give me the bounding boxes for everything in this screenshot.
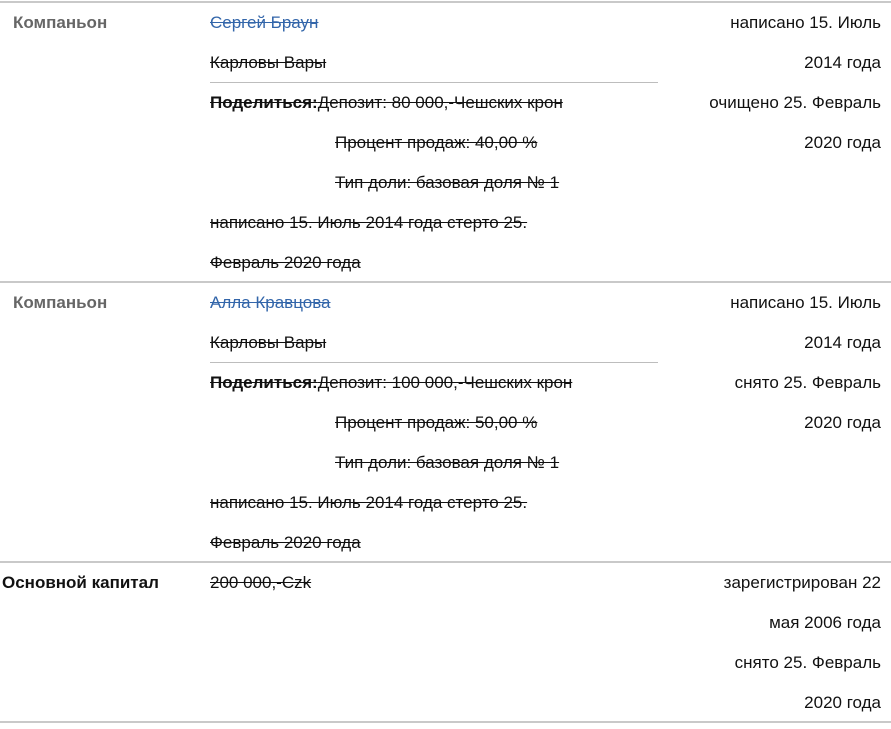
date-line: 2020 года [804, 693, 881, 712]
history-line-1: написано 15. Июль 2014 года стерто 25. [210, 213, 528, 232]
capital-record [0, 563, 891, 721]
partner-name-link[interactable]: Алла Кравцова [210, 293, 331, 312]
sale-percent: Процент продаж: 50,00 % [335, 413, 538, 432]
date-line: 2020 года [804, 413, 881, 432]
share-label: Поделиться: [210, 373, 318, 392]
date-line: мая 2006 года [769, 613, 881, 632]
share-type: Тип доли: базовая доля № 1 [335, 173, 560, 192]
partner-place: Карловы Вары [210, 43, 658, 83]
history-line-2: Февраль 2020 года [210, 253, 361, 272]
share-deposit-row [210, 363, 658, 403]
deposit-value: Депозит: 80 000,-Чешских крон [317, 93, 563, 112]
partner-record-2 [0, 283, 891, 561]
date-line: 2014 года [804, 53, 881, 72]
partner-record-1 [0, 3, 891, 281]
record-details [210, 3, 658, 283]
capital-dates [661, 563, 881, 723]
record-label: Компаньон [13, 293, 108, 312]
capital-value: 200 000,-Czk [210, 573, 312, 592]
share-label: Поделиться: [210, 93, 318, 112]
share-type: Тип доли: базовая доля № 1 [335, 453, 560, 472]
record-label: Компаньон [13, 13, 108, 32]
date-line: 2014 года [804, 333, 881, 352]
record-dates [661, 283, 881, 443]
partner-name-row [210, 283, 658, 323]
date-line: 2020 года [804, 133, 881, 152]
date-line: написано 15. Июль [730, 293, 881, 312]
capital-details [210, 563, 658, 603]
capital-label: Основной капитал [2, 573, 159, 592]
sale-percent: Процент продаж: 40,00 % [335, 133, 538, 152]
partner-name-row [210, 3, 658, 43]
date-line: зарегистрирован 22 [723, 573, 881, 592]
date-line: снято 25. Февраль [734, 373, 881, 392]
share-deposit-row [210, 83, 658, 123]
history-line-1: написано 15. Июль 2014 года стерто 25. [210, 493, 528, 512]
partner-name-link[interactable]: Сергей Браун [210, 13, 319, 32]
date-line: написано 15. Июль [730, 13, 881, 32]
date-line: очищено 25. Февраль [709, 93, 881, 112]
record-details [210, 283, 658, 563]
partner-place: Карловы Вары [210, 323, 658, 363]
date-line: снято 25. Февраль [734, 653, 881, 672]
deposit-value: Депозит: 100 000,-Чешских крон [317, 373, 573, 392]
record-dates [661, 3, 881, 163]
bottom-divider [0, 721, 891, 723]
history-line-2: Февраль 2020 года [210, 533, 361, 552]
